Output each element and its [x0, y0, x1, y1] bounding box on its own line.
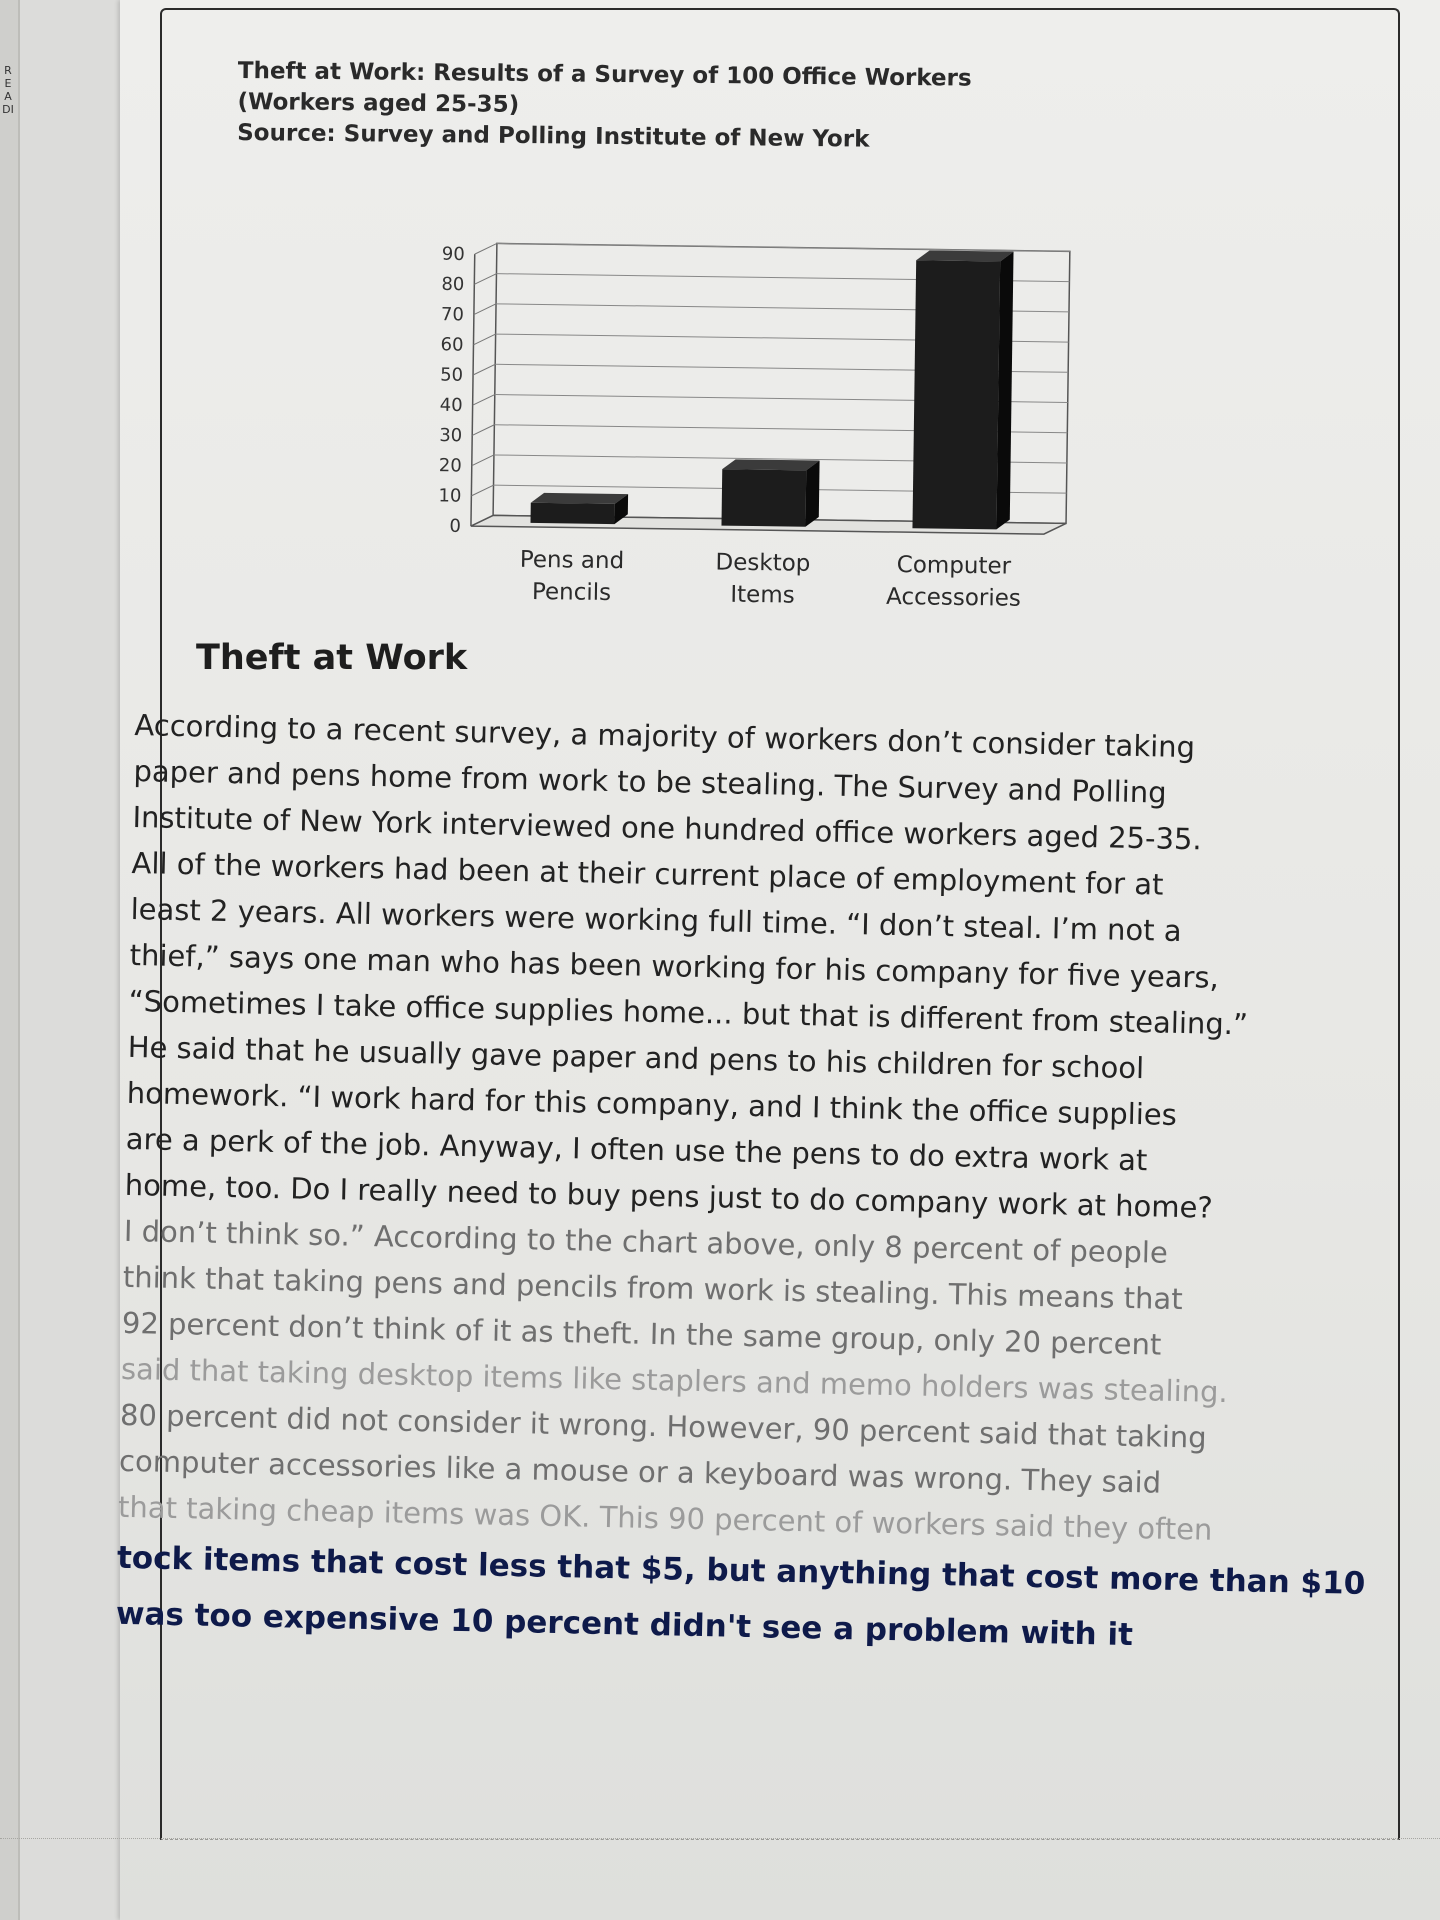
grid-line-side [474, 304, 496, 315]
y-tick-label: 20 [438, 455, 462, 477]
body-line: computer accessories like a mouse or a keyboard was wrong. They said [118, 1443, 1162, 1500]
body-line: think that taking pens and pencils from work is stealing. This means that [122, 1259, 1184, 1317]
body-line: He said that he usually gave paper and pens to his children for school [127, 1029, 1145, 1086]
body-line: that taking cheap items was OK. This 90 percent of workers said they often [117, 1489, 1213, 1547]
bar-chart-svg [390, 235, 1095, 625]
bar-top [531, 493, 628, 504]
chart-subtitle: (Workers aged 25-35) [237, 88, 520, 118]
grid-line-side [475, 243, 497, 254]
y-tick-label: 40 [439, 394, 463, 417]
body-line: paper and pens home from work to be stealing. The Survey and Polling [133, 753, 1167, 810]
body-line: According to a recent survey, a majority of workers don’t consider taking [134, 707, 1196, 765]
bar [530, 503, 614, 524]
body-line: I don’t think so.” According to the chart above, only 8 percent of people [123, 1213, 1169, 1270]
y-tick-label: 30 [439, 424, 463, 447]
adjacent-page-edge [0, 0, 20, 1920]
grid-line-side [472, 424, 494, 435]
bar [721, 469, 806, 527]
grid-line-side [473, 334, 495, 345]
y-tick-label: 90 [441, 243, 465, 265]
grid-line-side [473, 364, 495, 375]
body-line: homework. “I work hard for this company, and I think the office supplies [126, 1075, 1178, 1132]
grid-line-side [471, 485, 493, 496]
body-line: “Sometimes I take office supplies home... but that is different from stealing.” [128, 983, 1249, 1042]
body-line: 80 percent did not consider it wrong. However, 90 percent said that taking [119, 1397, 1207, 1455]
x-category-label: Items [730, 581, 795, 609]
y-tick-label: 50 [439, 364, 464, 386]
y-tick-label: 70 [440, 304, 465, 326]
x-category-label: Computer [896, 552, 1012, 580]
body-line: thief,” says one man who has been working for his company for five years, [129, 937, 1220, 995]
article-body [115, 702, 1404, 1668]
page-bottom-rule [0, 1838, 1440, 1840]
grid-line-side [474, 273, 496, 284]
adjacent-page-edge-text: READI [2, 64, 14, 116]
y-axis-line [471, 254, 475, 526]
body-line: 92 percent don’t think of it as theft. In the same group, only 20 percent [121, 1305, 1162, 1362]
section-title: Theft at Work [196, 638, 468, 678]
body-line: said that taking desktop items like staplers and memo holders was stealing. [120, 1351, 1229, 1410]
handwritten-line: tock items that cost less that $5, but anything that cost more than $10 [116, 1539, 1366, 1602]
body-line: least 2 years. All workers were working full time. “I don’t steal. I’m not a [130, 891, 1182, 948]
body-line: All of the workers had been at their current place of employment for at [131, 845, 1164, 902]
bar [912, 260, 1000, 529]
bar-chart [390, 235, 1095, 625]
bar-side [805, 460, 819, 527]
bar-top [916, 250, 1013, 261]
body-line: Institute of New York interviewed one hundred office workers aged 25-35. [132, 799, 1203, 857]
y-tick-label: 60 [440, 334, 464, 356]
x-category-label: Pencils [531, 578, 612, 607]
body-line: are a perk of the job. Anyway, I often use the pens to do extra work at [125, 1121, 1148, 1178]
handwritten-line: was too expensive 10 percent didn't see a problem with it [115, 1595, 1134, 1654]
grid-line-side [472, 455, 494, 466]
chart-source: Source: Survey and Polling Institute of New York [237, 119, 870, 153]
grid-line-side [473, 394, 495, 405]
chart-header [237, 56, 1138, 158]
chart-title: Theft at Work: Results of a Survey of 100 Office Workers [237, 57, 972, 92]
bar-top [722, 459, 819, 470]
x-category-label: Pens and [519, 546, 625, 575]
y-tick-label: 0 [449, 515, 462, 537]
y-tick-label: 80 [441, 273, 465, 296]
body-line: home, too. Do I really need to buy pens just to do company work at home? [124, 1167, 1214, 1225]
x-category-label: Accessories [885, 583, 1022, 612]
x-category-label: Desktop [715, 549, 811, 577]
y-tick-label: 10 [438, 485, 462, 507]
